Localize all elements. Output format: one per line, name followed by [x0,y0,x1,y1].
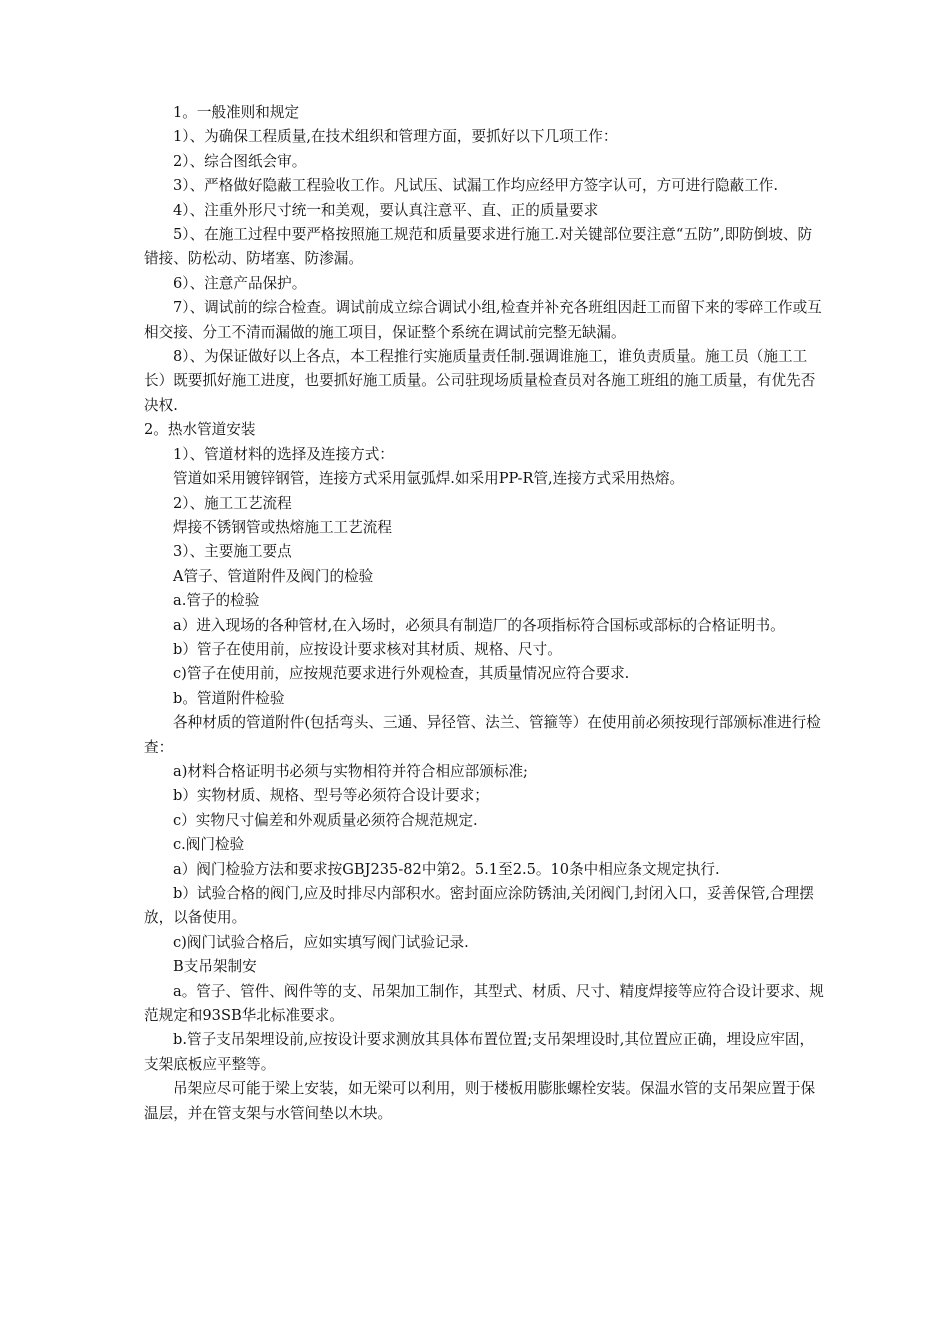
paragraph-12: 管道如采用镀锌钢管，连接方式采用氩弧焊.如采用PP-R管,连接方式采用热熔。 [173,470,685,488]
paragraph-15: 3）、主要施工要点 [173,543,292,561]
paragraph-3: 2）、综合图纸会审。 [173,152,307,170]
paragraph-28: b）试验合格的阀门,应及时排尽内部积水。密封面应涂防锈油,关闭阀门,封闭入口，妥善保管,合理摆放，以备使用。 [144,885,814,927]
paragraph-13: 2）、施工工艺流程 [173,494,292,512]
paragraph-2: 1）、为确保工程质量,在技术组织和管理方面，要抓好以下几项工作： [173,128,618,146]
paragraph-16: A管子、管道附件及阀门的检验 [173,567,374,585]
section-heading-2: 2。热水管道安装 [144,421,256,439]
paragraph-24: b）实物材质、规格、型号等必须符合设计要求； [173,787,489,805]
paragraph-20: c)管子在使用前，应按规范要求进行外观检查，其质量情况应符合要求. [173,665,630,683]
paragraph-22: 各种材质的管道附件(包括弯头、三通、异径管、法兰、管箍等）在使用前必须按现行部颁标准进行检查： [144,714,821,756]
paragraph-8: 7）、调试前的综合检查。调试前成立综合调试小组,检查并补充各班组因赶工而留下来的零碎工作或互相交接、分工不清而漏做的施工项目，保证整个系统在调试前完整无缺漏。 [144,299,822,341]
paragraph-23: a)材料合格证明书必须与实物相符并符合相应部颁标准; [173,762,528,780]
paragraph-6: 5）、在施工过程中要严格按照施工规范和质量要求进行施工.对关键部位要注意“五防”,即防倒坡、防错接、防松动、防堵塞、防渗漏。 [144,226,813,268]
paragraph-32: b.管子支吊架埋设前,应按设计要求测放其具体布置位置;支吊架埋设时,其位置应正确，埋设应牢固，支架底板应平整等。 [144,1031,815,1073]
paragraph-9: 8）、为保证做好以上各点，本工程推行实施质量责任制.强调谁施工，谁负责质量。施工员（施工工长）既要抓好施工进度，也要抓好施工质量。公司驻现场质量检查员对各施工班组的施工质量，有优先否决权. [144,348,816,414]
paragraph-25: c）实物尺寸偏差和外观质量必须符合规范规定. [173,811,478,829]
paragraph-31: a。管子、管件、阀件等的支、吊架加工制作，其型式、材质、尺寸、精度焊接等应符合设计要求、规范规定和93SB华北标准要求。 [144,982,824,1025]
paragraph-17: a.管子的检验 [173,592,260,610]
paragraph-21: b。管道附件检验 [173,689,285,707]
paragraph-4: 3）、严格做好隐蔽工程验收工作。凡试压、试漏工作均应经甲方签字认可，方可进行隐蔽工作. [173,177,778,195]
paragraph-5: 4）、注重外形尺寸统一和美观，要认真注意平、直、正的质量要求 [173,201,599,219]
paragraph-30: B支吊架制安 [173,958,257,976]
paragraph-11: 1）、管道材料的选择及连接方式： [173,445,394,463]
paragraph-19: b）管子在使用前，应按设计要求核对其材质、规格、尺寸。 [173,640,562,658]
paragraph-7: 6）、注意产品保护。 [173,274,307,292]
document-body [144,101,824,1126]
paragraph-27: a）阀门检验方法和要求按GBJ235-82中第2。5.1至2.5。10条中相应条文规定执行. [173,860,720,878]
paragraph-33: 吊架应尽可能于梁上安装，如无梁可以利用，则于楼板用膨胀螺栓安装。保温水管的支吊架应置于保温层，并在管支架与水管间垫以木块。 [144,1080,816,1122]
paragraph-14: 焊接不锈钢管或热熔施工工艺流程 [173,518,392,536]
paragraph-1: 1。一般准则和规定 [173,104,300,121]
paragraph-18: a）进入现场的各种管材,在入场时，必须具有制造厂的各项指标符合国标或部标的合格证明书。 [173,616,785,634]
paragraph-29: c)阀门试验合格后，应如实填写阀门试验记录. [173,933,469,951]
paragraph-26: c.阀门检验 [173,836,245,854]
